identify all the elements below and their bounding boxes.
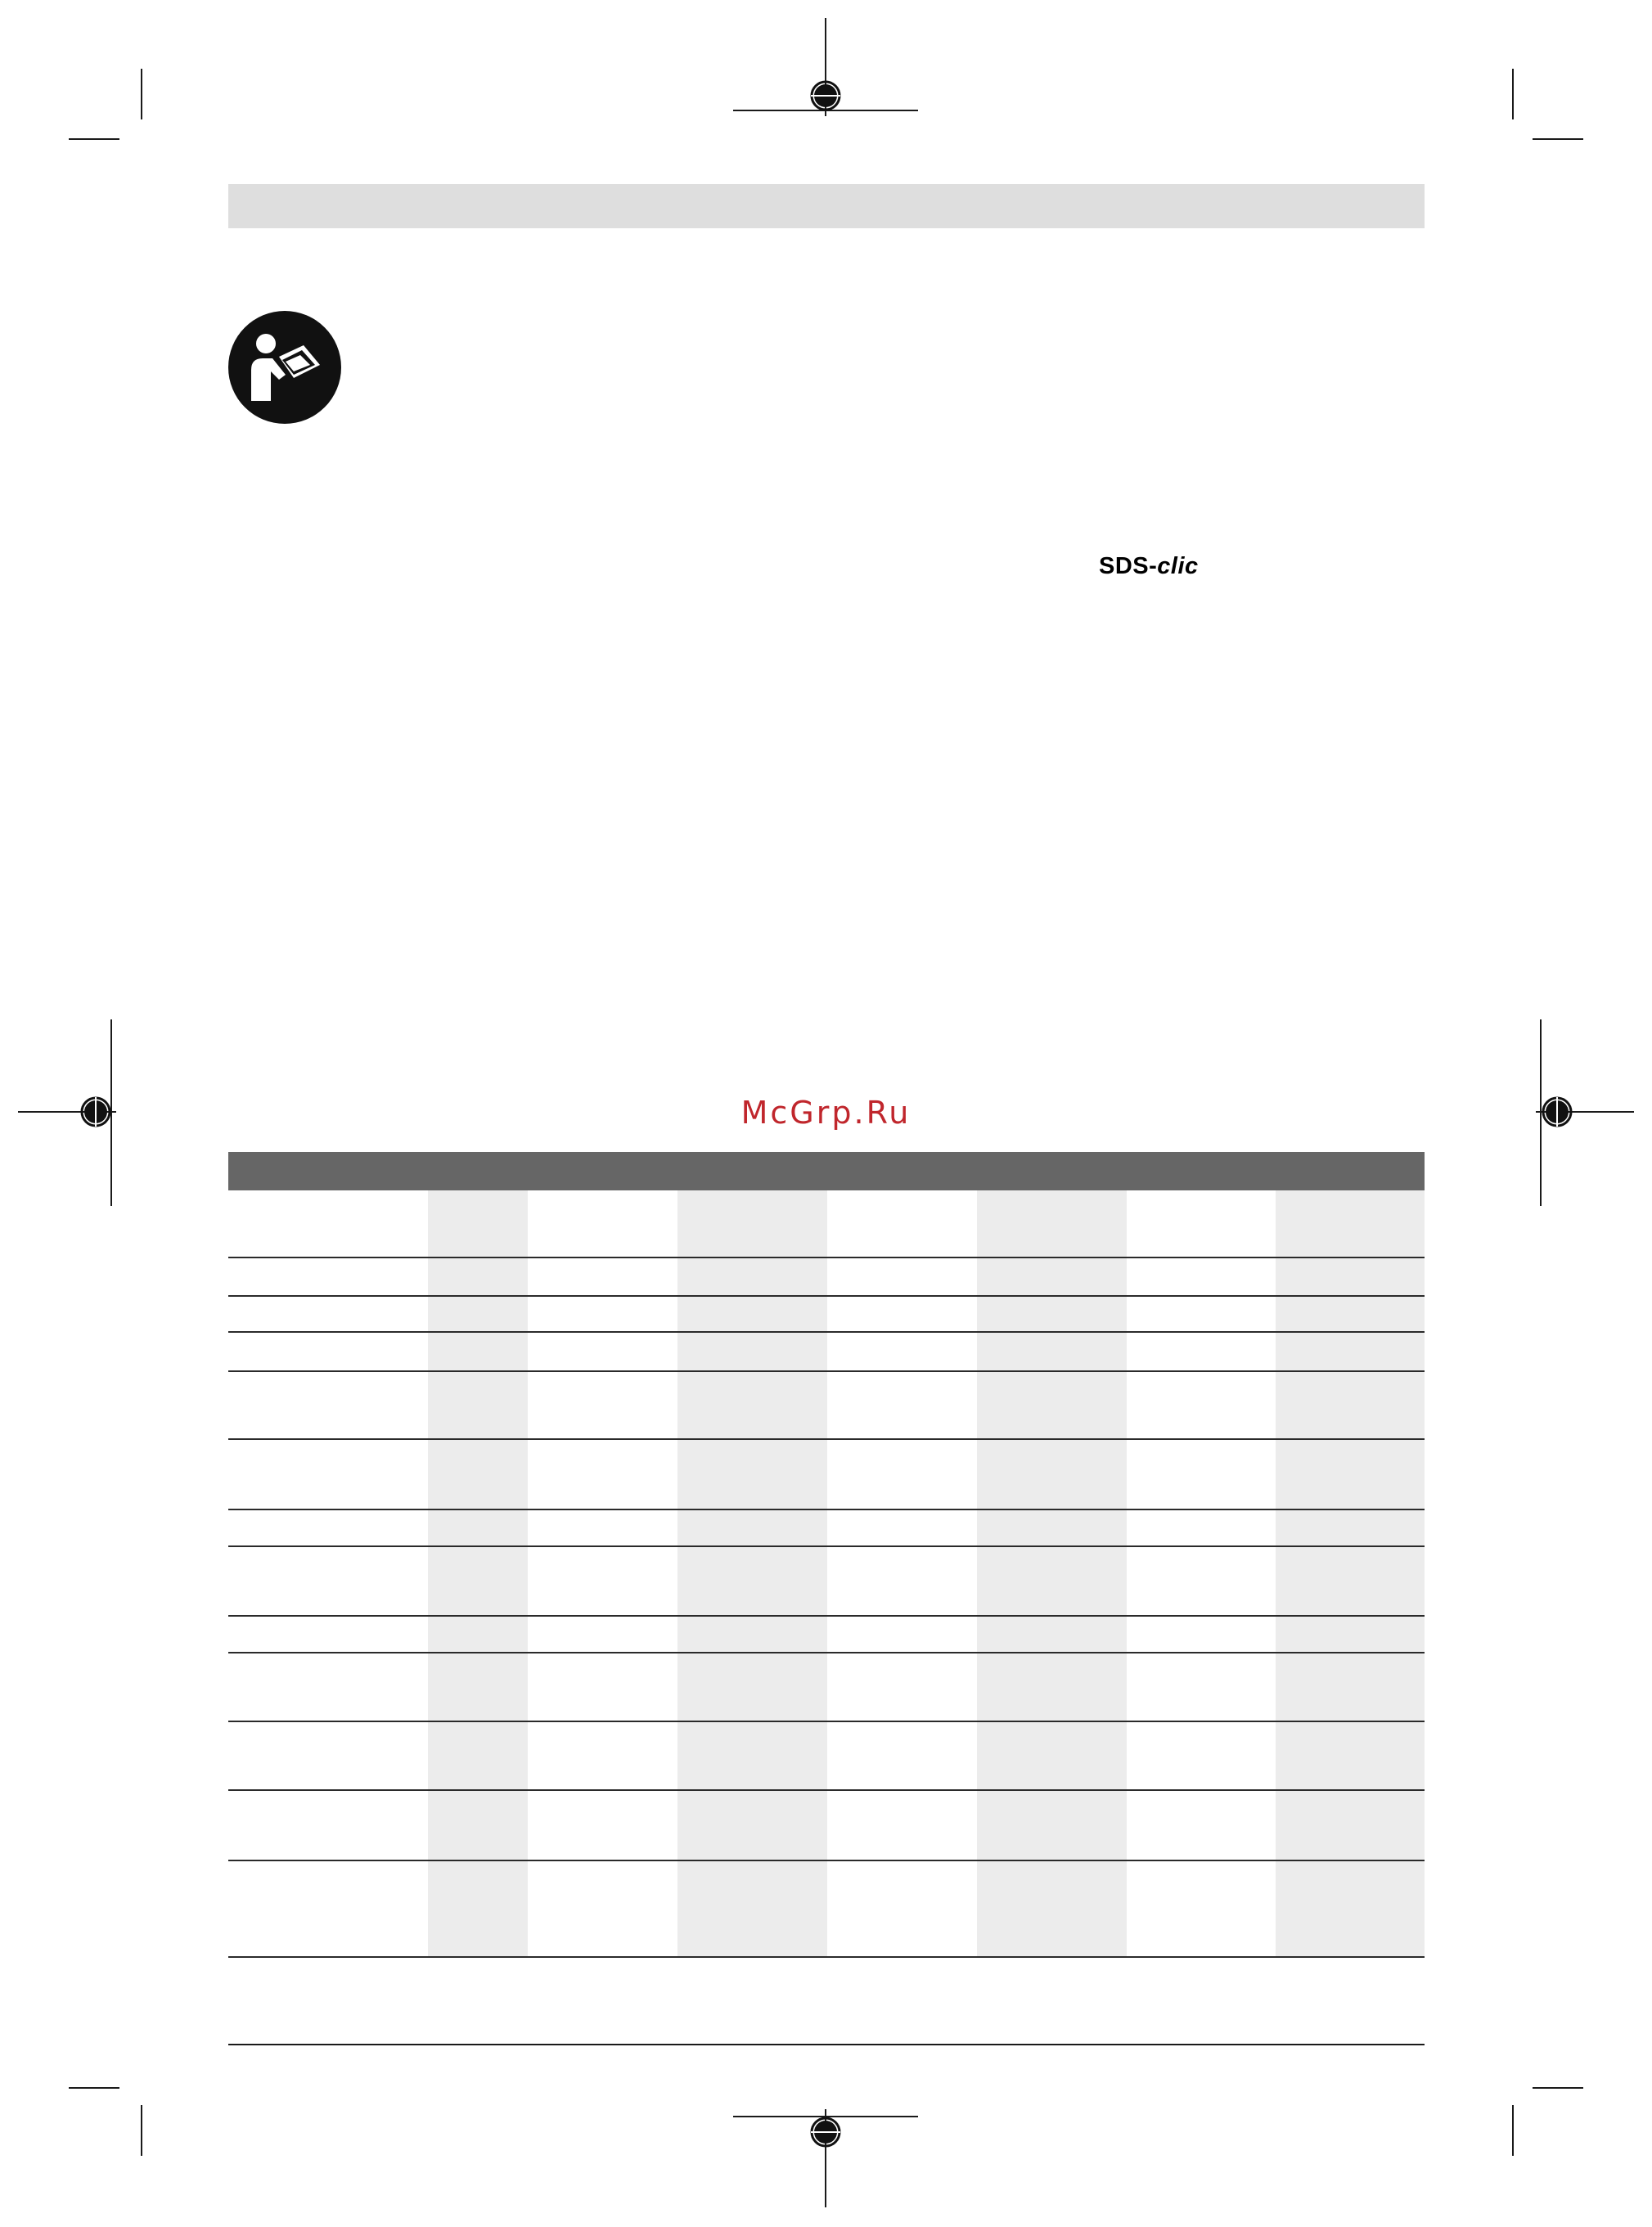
crop-mark-bottom-left-v xyxy=(141,2105,142,2156)
table-row-line xyxy=(228,1652,1425,1653)
crop-mark-top-right-v xyxy=(1512,69,1514,119)
crop-mark-bottom-left-h xyxy=(69,2087,119,2089)
table-row-line xyxy=(228,1860,1425,1861)
table-row-line xyxy=(228,1789,1425,1791)
table-row-line xyxy=(228,1370,1425,1372)
table-row-line xyxy=(228,1509,1425,1510)
table-bottom-rule xyxy=(228,1956,1425,1958)
table-row-line xyxy=(228,1295,1425,1297)
logo-prefix: SDS- xyxy=(1099,553,1158,579)
shaded-column xyxy=(677,1190,827,1956)
watermark: McGrp.Ru xyxy=(740,1095,912,1131)
crop-mark-bottom-right-h xyxy=(1533,2087,1583,2089)
table-row-line xyxy=(228,1257,1425,1258)
crop-mark-top-left-h xyxy=(69,138,119,140)
table-header-bar xyxy=(228,1152,1425,1190)
table-row-line xyxy=(228,1545,1425,1547)
shaded-column xyxy=(977,1190,1127,1956)
table-row-line xyxy=(228,1615,1425,1617)
table-row-line xyxy=(228,1331,1425,1333)
read-manual-icon xyxy=(228,311,341,424)
header-band xyxy=(228,184,1425,228)
crop-mark-top-right-h xyxy=(1533,138,1583,140)
registration-mark-icon xyxy=(809,79,842,112)
footer-rule xyxy=(228,2044,1425,2045)
table-row-line xyxy=(228,1438,1425,1440)
shaded-column xyxy=(428,1190,528,1956)
shaded-column xyxy=(1276,1190,1425,1956)
crop-mark-bottom-right-v xyxy=(1512,2105,1514,2156)
spec-table xyxy=(228,1190,1425,1956)
logo-suffix: clic xyxy=(1157,553,1199,579)
crop-mark-top-left-v xyxy=(141,69,142,119)
registration-mark-icon xyxy=(809,2116,842,2148)
sds-clic-logo xyxy=(1099,553,1199,580)
table-row-line xyxy=(228,1721,1425,1722)
